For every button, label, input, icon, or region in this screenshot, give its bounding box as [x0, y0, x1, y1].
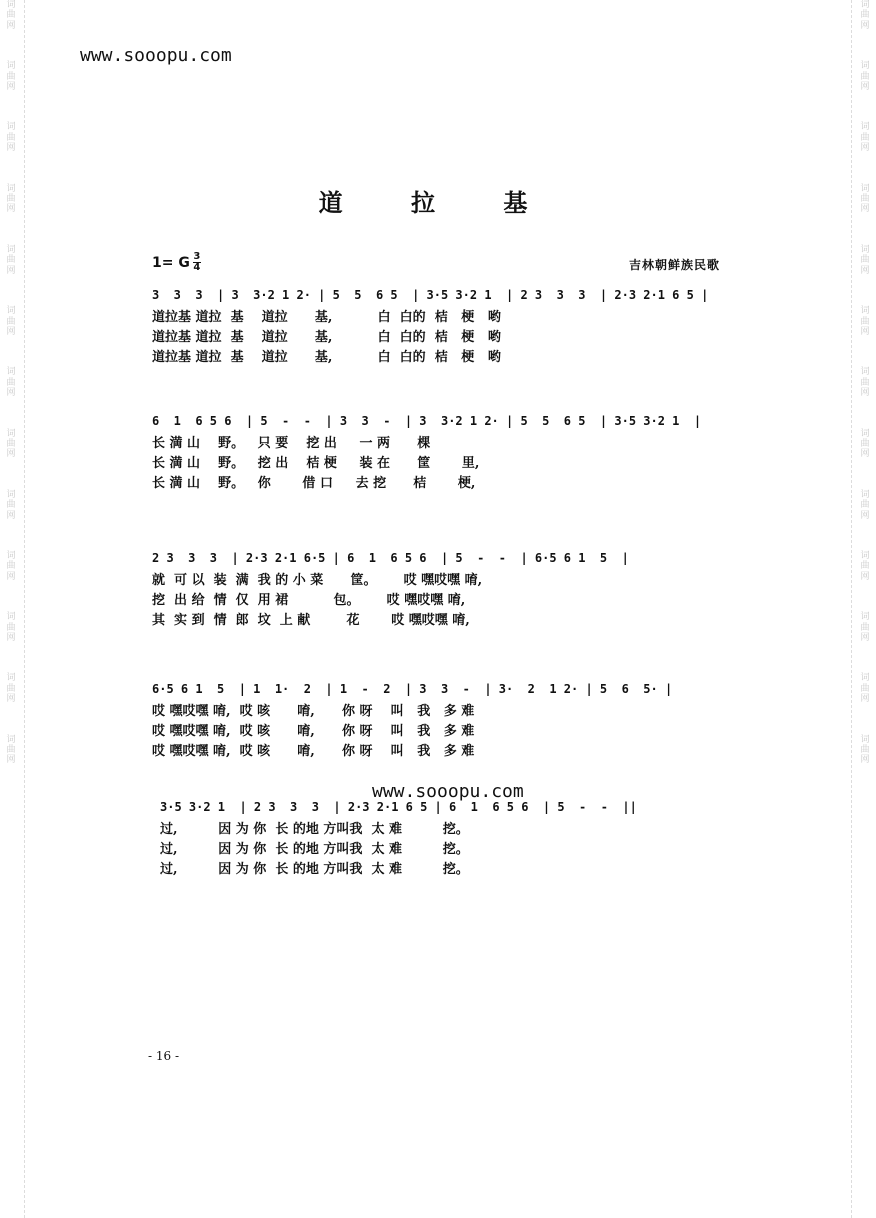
side-watermark-glyph: 网 — [860, 20, 870, 31]
side-watermark-glyph: 曲 — [860, 683, 870, 694]
lyric-verse-2: 哎 嘿哎嘿 唷, 哎 咳 唷, 你 呀 叫 我 多 难 — [152, 724, 475, 739]
notation-line: 2 3 3 3 | 2·3 2·1 6·5 | 6 1 6 5 6 | 5 - - | 6·5 6 1 5 | — [152, 551, 629, 565]
watermark-middle: www.sooopu.com — [372, 781, 524, 802]
side-watermark-glyph: 网 — [860, 265, 870, 276]
side-watermark-glyph: 词 — [6, 428, 16, 439]
side-watermark-glyph: 词 — [860, 734, 870, 745]
side-watermark-glyph: 词 — [6, 61, 16, 72]
side-watermark-glyph: 词 — [860, 612, 870, 623]
side-watermark-glyph: 曲 — [6, 561, 16, 572]
side-watermark-glyph: 曲 — [860, 316, 870, 327]
side-watermark-glyph: 曲 — [6, 745, 16, 756]
side-watermark-glyph: 曲 — [6, 438, 16, 449]
side-watermark-glyph: 曲 — [860, 194, 870, 205]
side-watermark-glyph: 词 — [860, 550, 870, 561]
side-watermark-glyph: 网 — [860, 388, 870, 399]
notation-line: 3·5 3·2 1 | 2 3 3 3 | 2·3 2·1 6 5 | 6 1 6 5 6 | 5 - - || — [160, 800, 637, 814]
lyric-verse-1: 长 満 山 野。 只 要 挖 出 一 两 棵 — [152, 436, 431, 451]
side-watermark-glyph: 词 — [6, 612, 16, 623]
lyric-verse-1: 过, 因 为 你 长 的地 方叫我 太 难 挖。 — [160, 822, 469, 837]
side-watermark-glyph: 词 — [6, 183, 16, 194]
side-watermark-glyph: 词 — [6, 244, 16, 255]
side-watermark-glyph: 网 — [6, 82, 16, 93]
side-watermark-glyph: 网 — [860, 204, 870, 215]
side-watermark-glyph: 网 — [6, 510, 16, 521]
side-watermark-glyph: 网 — [6, 633, 16, 643]
score-system-1 — [152, 282, 726, 368]
notation-line: 6·5 6 1 5 | 1 1· 2 | 1 - 2 | 3 3 - | 3· 2 1 2· | 5 6 5· | — [152, 682, 673, 696]
lyric-verse-3: 道拉基 道拉 基 道拉 基, 白 白的 桔 梗 哟 — [152, 350, 501, 365]
lyric-verse-2: 长 満 山 野。 挖 出 桔 梗 装 在 筐 里, — [152, 456, 480, 471]
watermark-top: www.sooopu.com — [80, 45, 232, 66]
side-watermark-glyph: 词 — [860, 673, 870, 684]
side-watermark-glyph: 网 — [860, 571, 870, 582]
score-system-4 — [152, 676, 726, 762]
side-watermark-glyph: 曲 — [6, 71, 16, 82]
lyric-verse-3: 其 实 到 情 郎 坟 上 献 花 哎 嘿哎嘿 唷, — [152, 613, 470, 628]
side-watermark-glyph: 词 — [860, 183, 870, 194]
side-watermark-glyph: 网 — [860, 633, 870, 643]
side-watermark-glyph: 词 — [6, 550, 16, 561]
side-watermark-glyph: 曲 — [6, 255, 16, 266]
side-watermark-glyph: 曲 — [6, 132, 16, 143]
lyric-verse-2: 过, 因 为 你 长 的地 方叫我 太 难 挖。 — [160, 842, 469, 857]
lyric-verse-1: 道拉基 道拉 基 道拉 基, 白 白的 桔 梗 哟 — [152, 310, 501, 325]
side-watermark-glyph: 词 — [860, 428, 870, 439]
time-bottom: 4 — [193, 262, 201, 273]
lyric-verse-1: 就 可 以 装 满 我 的 小 菜 筐。 哎 嘿哎嘿 唷, — [152, 573, 483, 588]
lyric-verse-1: 哎 嘿哎嘿 唷, 哎 咳 唷, 你 呀 叫 我 多 难 — [152, 704, 475, 719]
side-watermark-glyph: 曲 — [860, 561, 870, 572]
side-watermark-glyph: 曲 — [6, 622, 16, 633]
side-watermark-glyph: 词 — [860, 367, 870, 378]
score-system-3 — [152, 545, 726, 631]
side-watermark-glyph: 网 — [860, 694, 870, 705]
side-watermark-glyph: 词 — [6, 122, 16, 133]
side-watermark-glyph: 网 — [6, 326, 16, 337]
side-watermark-glyph: 曲 — [6, 10, 16, 21]
side-watermark-glyph: 曲 — [6, 500, 16, 511]
time-signature — [193, 253, 201, 272]
side-watermark-glyph: 词 — [6, 367, 16, 378]
side-watermark-glyph: 网 — [6, 694, 16, 705]
side-watermark-glyph: 曲 — [860, 745, 870, 756]
lyric-verse-3: 哎 嘿哎嘿 唷, 哎 咳 唷, 你 呀 叫 我 多 难 — [152, 744, 475, 759]
score-system-5 — [160, 794, 734, 880]
side-watermark-glyph: 词 — [6, 673, 16, 684]
side-watermark-glyph: 词 — [6, 0, 16, 10]
side-watermark-glyph: 曲 — [860, 71, 870, 82]
side-watermark-glyph: 词 — [860, 0, 870, 10]
side-watermark-glyph: 网 — [860, 82, 870, 93]
notation-line: 6 1 6 5 6 | 5 - - | 3 3 - | 3 3·2 1 2· | 5 5 6 5 | 3·5 3·2 1 | — [152, 414, 702, 428]
side-watermark-glyph: 曲 — [860, 132, 870, 143]
side-watermark-glyph: 网 — [860, 755, 870, 766]
side-watermark-glyph: 词 — [860, 122, 870, 133]
notation-line: 3 3 3 | 3 3·2 1 2· | 5 5 6 5 | 3·5 3·2 1 | 2 3 3 3 | 2·3 2·1 6 5 | — [152, 288, 709, 302]
page-number: - 16 - — [148, 1049, 180, 1063]
side-watermark-glyph: 网 — [860, 449, 870, 460]
side-watermark-glyph: 曲 — [860, 438, 870, 449]
time-top: 3 — [193, 251, 201, 262]
song-title: 道 拉 基 — [318, 188, 558, 217]
key-label: 1= G — [152, 254, 190, 271]
lyric-verse-2: 道拉基 道拉 基 道拉 基, 白 白的 桔 梗 哟 — [152, 330, 501, 345]
side-watermark-glyph: 网 — [860, 510, 870, 521]
side-watermark-glyph: 网 — [6, 755, 16, 766]
side-watermark-glyph: 曲 — [6, 683, 16, 694]
score-system-2 — [152, 408, 726, 494]
side-watermark-glyph: 曲 — [6, 194, 16, 205]
side-watermark-glyph: 曲 — [860, 377, 870, 388]
side-watermark-glyph: 曲 — [860, 622, 870, 633]
side-watermark-glyph: 网 — [860, 326, 870, 337]
side-watermark-glyph: 网 — [6, 20, 16, 31]
side-watermark-glyph: 曲 — [860, 255, 870, 266]
side-watermark-glyph: 网 — [6, 388, 16, 399]
side-watermark-glyph: 曲 — [860, 10, 870, 21]
side-watermark-glyph: 词 — [860, 244, 870, 255]
song-source: 吉林朝鲜族民歌 — [628, 258, 720, 272]
side-watermark-glyph: 词 — [860, 489, 870, 500]
side-watermark-glyph: 词 — [860, 61, 870, 72]
lyric-verse-3: 过, 因 为 你 长 的地 方叫我 太 难 挖。 — [160, 862, 469, 877]
side-watermark-glyph: 词 — [6, 306, 16, 317]
side-watermark-glyph: 网 — [6, 204, 16, 215]
key-signature — [152, 253, 201, 272]
lyric-verse-2: 挖 出 给 情 仅 用 裙 包。 哎 嘿哎嘿 唷, — [152, 593, 466, 608]
side-watermark-glyph: 网 — [6, 265, 16, 276]
side-watermark-glyph: 词 — [6, 734, 16, 745]
side-watermark-glyph: 网 — [6, 571, 16, 582]
side-watermark-glyph: 词 — [860, 306, 870, 317]
side-watermark-glyph: 网 — [6, 143, 16, 154]
side-watermark-glyph: 曲 — [6, 316, 16, 327]
side-watermark-glyph: 词 — [6, 489, 16, 500]
side-watermark-glyph: 网 — [6, 449, 16, 460]
side-watermark-glyph: 曲 — [860, 500, 870, 511]
side-watermark-glyph: 曲 — [6, 377, 16, 388]
lyric-verse-3: 长 満 山 野。 你 借 口 去 挖 桔 梗, — [152, 476, 476, 491]
side-watermark-glyph: 网 — [860, 143, 870, 154]
